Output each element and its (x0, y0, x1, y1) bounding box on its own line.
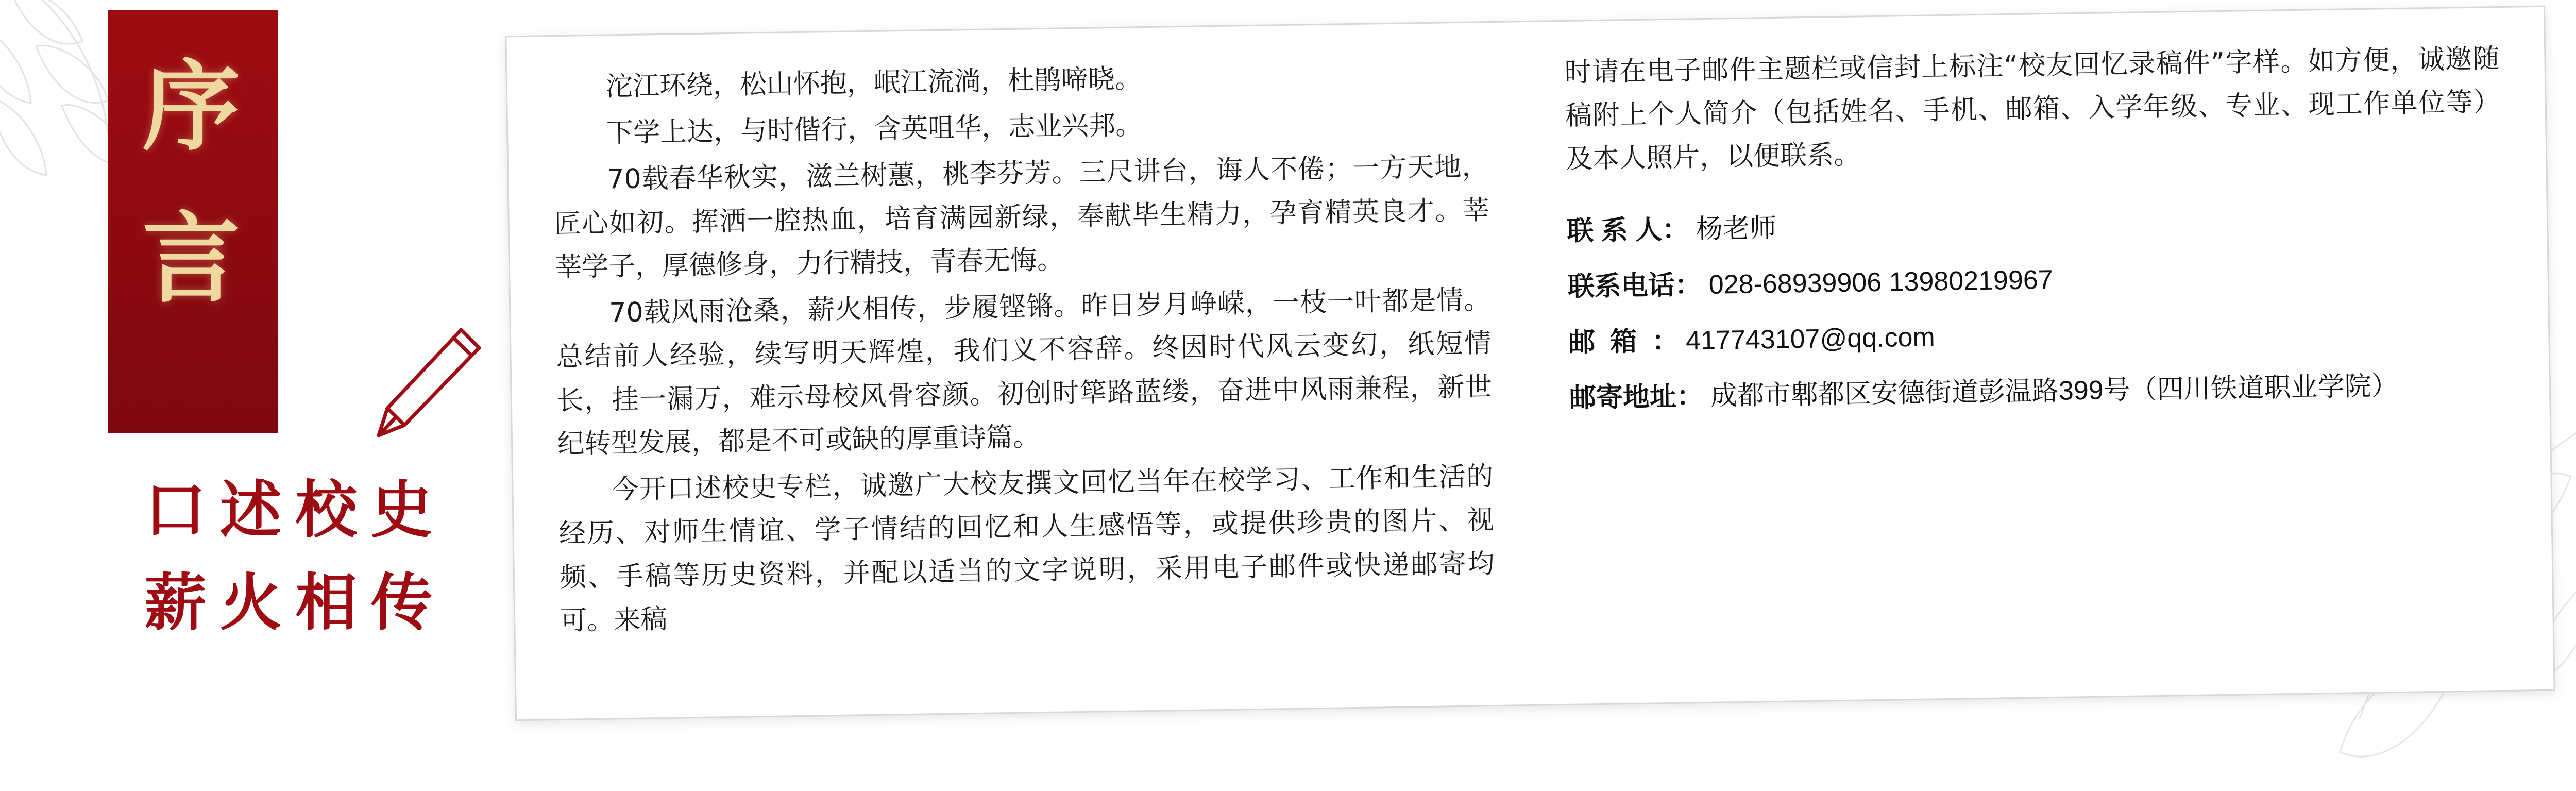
contact-row-email (1568, 309, 2504, 363)
paragraph: 沱江环绕，松山怀抱，岷江流淌，杜鹃啼晓。 (605, 63, 1142, 103)
red-vertical-banner (108, 10, 278, 433)
contact-label: 邮 箱 ： (1568, 326, 1679, 358)
article-left-column (552, 52, 1496, 689)
contact-label: 联系电话： (1567, 270, 1702, 302)
contact-value: 成都市郫都区安德街道彭温路399号（四川铁道职业学院） (1710, 371, 2399, 411)
pen-icon (355, 319, 489, 453)
contact-value: 417743107@qq.com (1685, 322, 1936, 356)
contact-row-person (1567, 197, 2502, 251)
contact-value: 杨老师 (1696, 213, 1777, 244)
slogan (77, 464, 500, 649)
content-card (505, 6, 2555, 721)
contact-list (1567, 197, 2505, 418)
slogan-line-2: 薪火相传 (144, 566, 446, 639)
contact-row-address (1569, 364, 2504, 418)
contact-row-phone (1567, 253, 2503, 307)
contact-value: 028-68939906 13980219967 (1708, 264, 2054, 300)
banner-block (77, 10, 500, 716)
banner-vertical-title: 序言 (142, 49, 244, 316)
paragraph: 下学上达，与时偕行，含英咀华，志业兴邦。 (606, 110, 1143, 149)
paragraph: 今开口述校史专栏，诚邀广大校友撰文回忆当年在校学习、工作和生活的经历、对师生情谊、学子情结的回忆和人生感悟等，或提供珍贵的图片、视频、手稿等历史资料，并配以适当的文字说明，采用电子邮件或快递邮寄均可。来稿 (558, 461, 1495, 636)
paragraph: 70载春华秋实，滋兰树蕙，桃李芬芳。三尺讲台，诲人不倦；一方天地，匠心如初。挥洒一腔热血，培育满园新绿，奉献毕生精力，孕育精英良才。莘莘学子，厚德修身，力行精技，青春无悔。 (554, 151, 1490, 283)
paragraph: 70载风雨沧桑，薪火相传，步履铿锵。昨日岁月峥嵘，一枝一叶都是情。总结前人经验，续写明天辉煌，我们义不容辞。终因时代风云变幻，纸短情长，挂一漏万，难示母校风骨容颜。初创时筚路蓝缕，奋进中风雨兼程，新世纪转型发展，都是不可或缺的厚重诗篇。 (556, 284, 1493, 460)
slogan-line-1: 口述校史 (144, 474, 446, 546)
contact-label: 邮寄地址： (1569, 381, 1704, 413)
article-right-column (1564, 37, 2509, 675)
paragraph: 时请在电子邮件主题栏或信封上标注“校友回忆录稿件”字样。如方便，诚邀随稿附上个人简介（包括姓名、手机、邮箱、入学年级、专业、现工作单位等）及本人照片，以便联系。 (1564, 43, 2501, 175)
contact-label: 联 系 人： (1566, 214, 1689, 246)
